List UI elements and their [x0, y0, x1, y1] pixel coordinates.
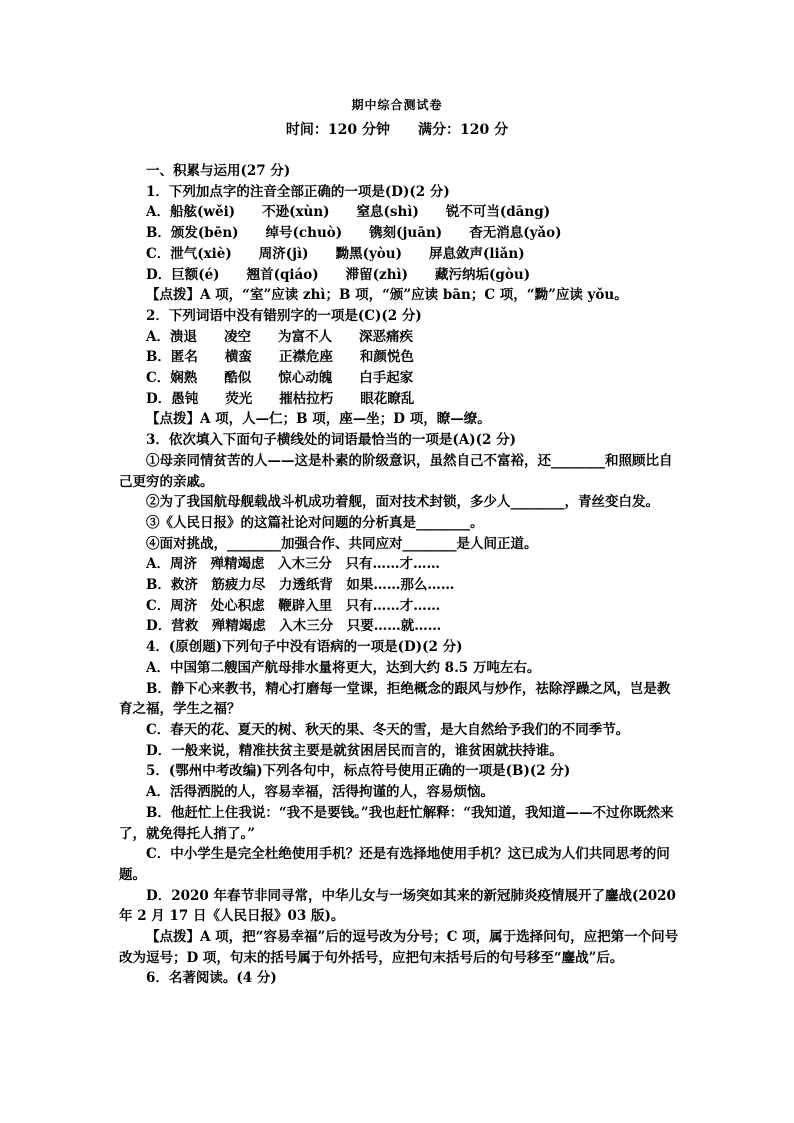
text-line: C．娴熟 酷似 惊心动魄 白手起家 — [146, 370, 414, 387]
text-line: 1．下列加点字的注音全部正确的一项是(D)(2 分) — [146, 183, 450, 200]
text-line: C．周济 处心积虑 鞭辟入里 只有……才…… — [146, 597, 441, 614]
text-line: B．他赶忙上住我说：“我不是要钱。”我也赶忙解释：“我知道，我知道——不过你既然来了，就免得托人捎了。” — [119, 804, 674, 842]
text-line: 3．依次填入下面句子横线处的词语最恰当的一项是(A)(2 分) — [146, 432, 517, 449]
text-line: ③《人民日报》的这篇社论对问题的分析真是________。 — [146, 514, 484, 531]
text-line: 一、积累与运用(27 分) — [146, 163, 291, 179]
text-line: A．活得洒脱的人，容易幸福，活得拘谨的人，容易烦恼。 — [146, 784, 494, 801]
text-line: A．溃退 凌空 为富不人 深恶痛疾 — [146, 328, 413, 345]
text-line: A．周济 殚精竭虑 入木三分 只有……才…… — [146, 556, 440, 573]
text-line: ②为了我国航母舰载战斗机成功着舰，面对技术封锁，多少人________，青丝变白发。 — [146, 494, 659, 511]
exam-body — [119, 161, 679, 989]
text-line: B．匿名 横蛮 正襟危座 和颜悦色 — [146, 349, 414, 366]
text-line: D．2020 年春节非同寻常，中华儿女与一场突如其来的新冠肺炎疫情展开了鏖战(2020 年 2 月 17 日《人民日报》03 版)。 — [119, 887, 676, 925]
text-line: 4．(原创题)下列句子中没有语病的一项是(D)(2 分) — [146, 639, 463, 656]
text-line: C．泄气(xiè) 周济(jì) 黝黑(yòu) 屏息敛声(liǎn) — [146, 245, 525, 262]
text-line: 6．名著阅读。(4 分) — [146, 970, 277, 987]
text-line: A．中国第二艘国产航母排水量将更大，达到大约 8.5 万吨左右。 — [146, 659, 541, 676]
text-line: 2．下列词语中没有错别字的一项是(C)(2 分) — [146, 307, 422, 324]
text-line: C．中小学生是完全杜绝使用手机？还是有选择地使用手机？这已成为人们共同思考的问题。 — [119, 846, 670, 883]
text-line: ④面对挑战，________加强合作、共同应对________是人间正道。 — [146, 535, 538, 552]
text-line: B．救济 筋疲力尽 力透纸背 如果……那么…… — [146, 577, 455, 594]
text-line: C．春天的花、夏天的树、秋天的果、冬天的雪，是大自然给予我们的不同季节。 — [146, 721, 630, 738]
exam-info: 时间：120 分钟 满分：120 分 — [285, 122, 509, 138]
text-line: 【点拨】A 项，把“容易幸福”后的逗号改为分号；C 项，属于选择问句，应把第一个问号改为逗号；D 项，句末的括号属于句外括号，应把句末括号后的句号移至“鏖战”后。 — [119, 929, 679, 966]
text-line: D．愚钝 荧光 摧枯拉朽 眼花瞭乱 — [146, 390, 415, 407]
text-line: ①母亲同情贫苦的人——这是朴素的阶级意识，虽然自己不富裕，还________和照顾比自己更穷的亲戚。 — [119, 452, 673, 490]
text-line: A．船舷(wěi) 不逊(xùn) 窒息(shì) 锐不可当(dāng) — [146, 204, 551, 221]
page-title: 期中综合测试卷 — [351, 98, 443, 112]
text-line: 【点拨】A 项，人—仁；B 项，座—坐；D 项，瞭—缭。 — [146, 411, 491, 428]
text-line: 5．(鄂州中考改编)下列各句中，标点符号使用正确的一项是(B)(2 分) — [146, 763, 571, 780]
text-line: B．静下心来教书，精心打磨每一堂课，拒绝概念的跟风与炒作，祛除浮躁之风，岂是教育之福，学生之福？ — [119, 680, 671, 718]
text-line: D．一般来说，精准扶贫主要是就贫困居民而言的，谁贫困就扶持谁。 — [146, 742, 563, 759]
text-line: D．营救 殚精竭虑 入木三分 只要……就…… — [146, 618, 442, 635]
text-line: 【点拨】A 项，“室”应读 zhì；B 项，“颁”应读 bān；C 项，“黝”应读 yǒu。 — [146, 287, 628, 304]
text-line: B．颁发(bēn) 绰号(chuò) 镌刻(juān) 杳无消息(yǎo) — [146, 225, 562, 242]
text-line: D．巨额(é) 翘首(qiáo) 滞留(zhì) 藏污纳垢(gòu) — [146, 266, 531, 283]
